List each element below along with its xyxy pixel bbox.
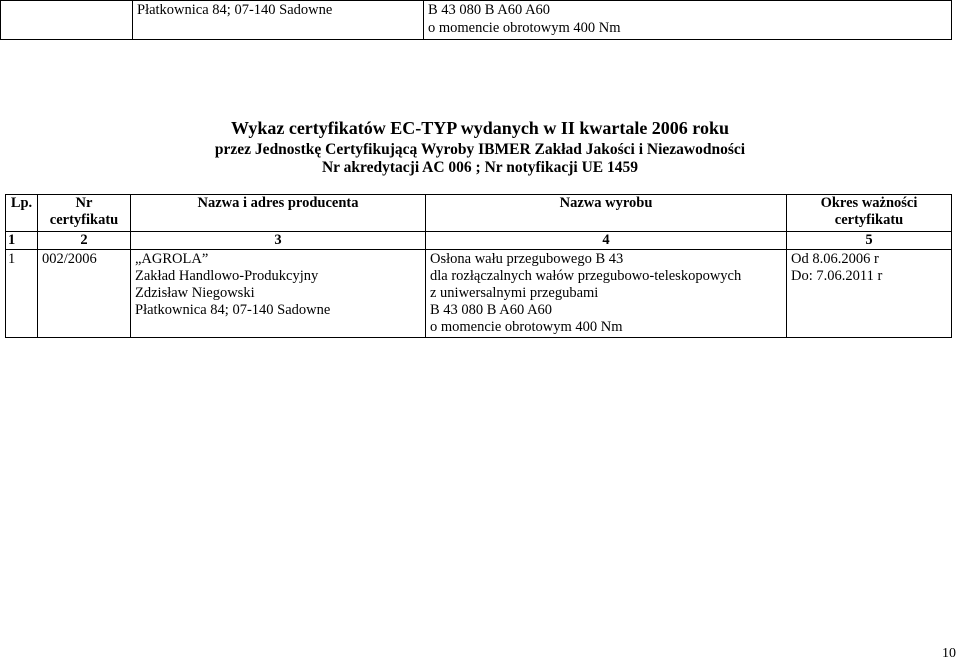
continuation-row <box>1 1 952 40</box>
product-line: Osłona wału przegubowego B 43 <box>430 251 624 267</box>
table-row <box>6 250 952 338</box>
cell-product <box>426 250 787 338</box>
column-header-lp-label: Lp. <box>10 195 33 211</box>
product-line: B 43 080 B A60 A60 <box>430 302 553 318</box>
table-header-row <box>6 195 952 232</box>
continuation-producer-cell <box>133 1 424 40</box>
column-number: 1 <box>6 232 38 250</box>
column-number: 3 <box>131 232 426 250</box>
column-header-label: certyfikatu <box>49 212 119 228</box>
continuation-producer-line: Płatkownica 84; 07-140 Sadowne <box>137 2 333 18</box>
cell-producer <box>131 250 426 338</box>
column-header-producer <box>131 195 426 232</box>
product-line: dla rozłączalnych wałów przegubowo-teleskopowych <box>430 268 742 284</box>
column-number: 5 <box>787 232 952 250</box>
cell-certificate-number: 002/2006 <box>38 250 131 338</box>
validity-from: Od 8.06.2006 r <box>791 251 879 267</box>
continuation-product-line: o momencie obrotowym 400 Nm <box>428 20 621 36</box>
producer-name: „AGROLA” <box>135 251 209 267</box>
continuation-cell-empty <box>1 1 133 40</box>
column-header-label: Nr <box>75 195 93 211</box>
column-header-label: Okres ważności <box>820 195 918 211</box>
certificates-table <box>5 194 952 338</box>
column-header-lp <box>6 195 38 232</box>
continuation-product-cell <box>424 1 952 40</box>
column-header-label: Nazwa wyrobu <box>559 195 653 211</box>
document-subtitle-accreditation: Nr akredytacji AC 006 ; Nr notyfikacji UE 1459 <box>321 159 638 176</box>
product-line: z uniwersalnymi przegubami <box>430 285 599 301</box>
column-header-certificate-number <box>38 195 131 232</box>
column-header-validity <box>787 195 952 232</box>
producer-address: Płatkownica 84; 07-140 Sadowne <box>135 302 331 318</box>
column-number-row <box>6 232 952 250</box>
column-header-label: certyfikatu <box>834 212 904 228</box>
producer-owner: Zdzisław Niegowski <box>135 285 255 301</box>
document-subtitle: przez Jednostkę Certyfikującą Wyroby IBMER Zakład Jakości i Niezawodności <box>214 141 746 158</box>
product-line: o momencie obrotowym 400 Nm <box>430 319 623 335</box>
validity-to: Do: 7.06.2011 r <box>791 268 883 284</box>
cell-validity <box>787 250 952 338</box>
page-number: 10 <box>942 646 956 661</box>
column-header-label: Nazwa i adres producenta <box>197 195 359 211</box>
continuation-table <box>0 0 952 40</box>
cell-lp: 1 <box>6 250 38 338</box>
producer-company: Zakład Handlowo-Produkcyjny <box>135 268 319 284</box>
column-number: 2 <box>38 232 131 250</box>
continuation-product-line: B 43 080 B A60 A60 <box>428 2 551 18</box>
column-header-product <box>426 195 787 232</box>
column-number: 4 <box>426 232 787 250</box>
document-title: Wykaz certyfikatów EC-TYP wydanych w II kwartale 2006 roku <box>231 118 729 138</box>
